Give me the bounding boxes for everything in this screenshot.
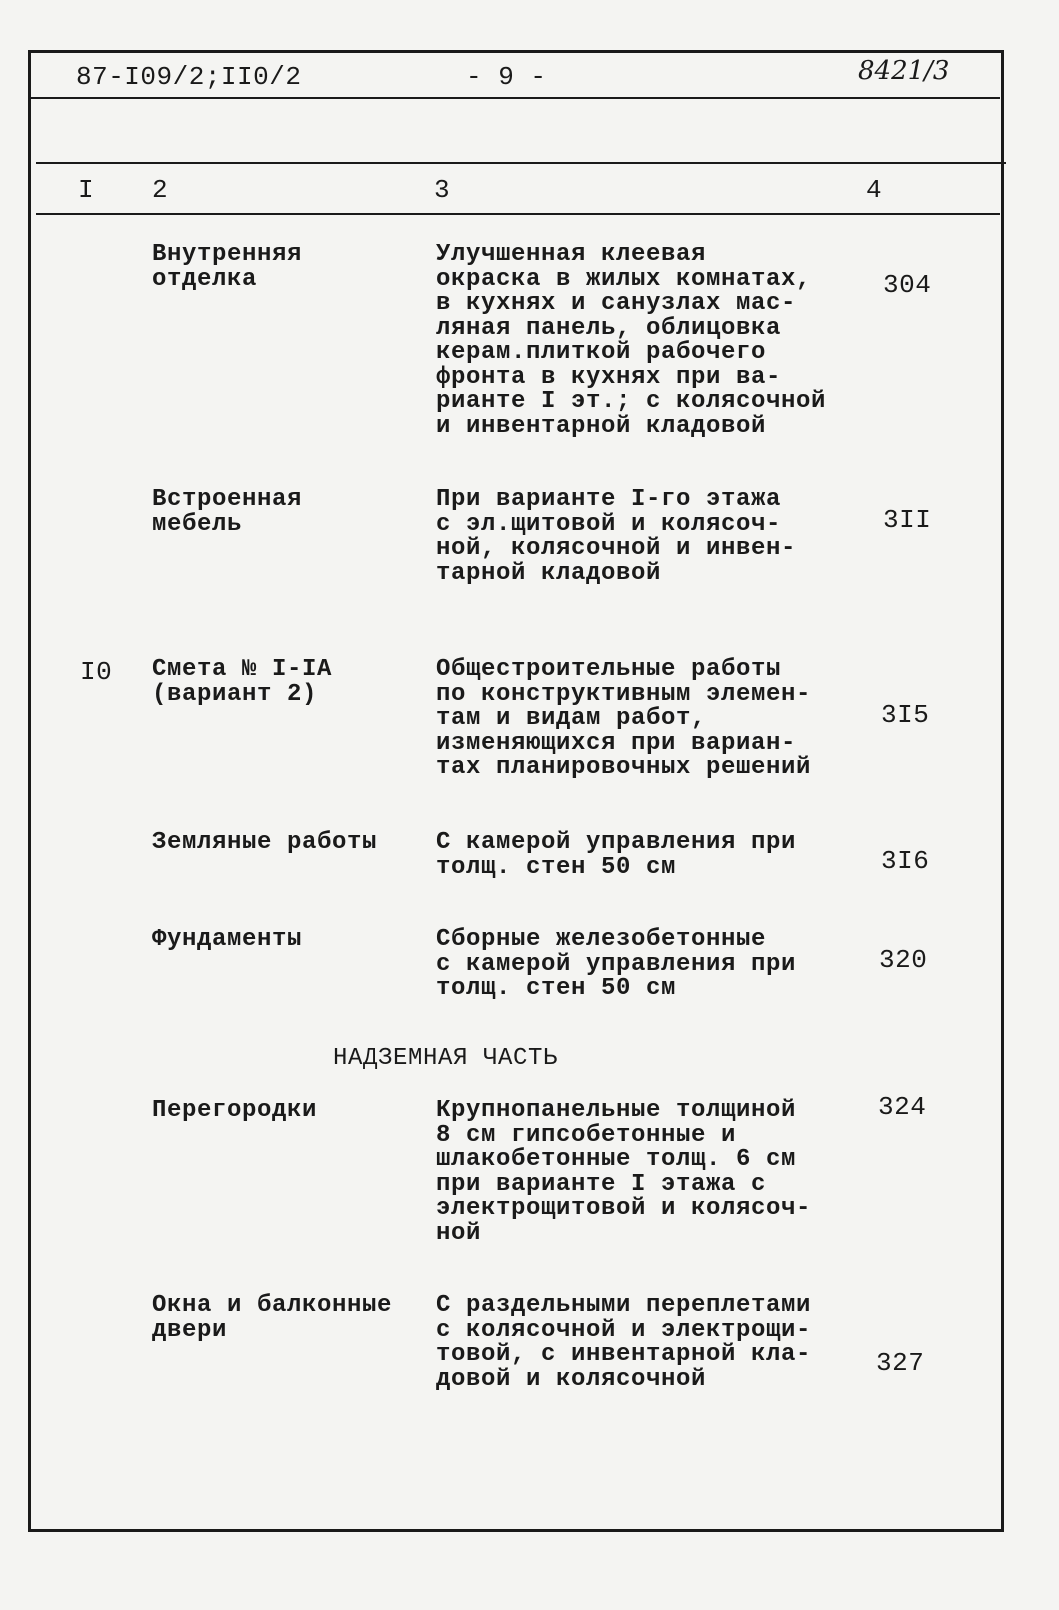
row-name: Окна и балконные двери [152, 1292, 393, 1344]
row-description: Сборные железобетонные с камерой управления при толщ. стен 50 см [436, 926, 797, 1002]
row-name: Встроенная мебель [152, 486, 303, 538]
row-description: С камерой управления при толщ. стен 50 см [436, 829, 797, 881]
row-name: Смета № I-IA (вариант 2) [152, 656, 333, 708]
row-name: Перегородки [152, 1097, 318, 1124]
row-name: Фундаменты [152, 926, 303, 953]
table-top-line [36, 162, 1006, 164]
row-page: 3I5 [881, 700, 930, 730]
doc-code: 87-I09/2;II0/2 [76, 62, 302, 92]
row-number: I0 [80, 657, 113, 687]
handwritten-number: 8421/3 [858, 56, 950, 86]
row-name: Земляные работы [152, 829, 378, 856]
row-description: При варианте I-го этажа с эл.щитовой и колясоч- ной, колясочной и инвен- тарной кладовой [436, 486, 797, 587]
column-header-1: I [78, 175, 95, 205]
column-header-2: 2 [152, 175, 169, 205]
row-page: 324 [878, 1092, 927, 1122]
row-page: 327 [876, 1348, 925, 1378]
row-description: С раздельными переплетами с колясочной и электрощи- товой, с инвентарной кла- довой и колясочной [436, 1292, 812, 1393]
row-description: Крупнопанельные толщиной 8 см гипсобетонные и шлакобетонные толщ. 6 см при варианте I этажа с электрощитовой и колясоч- ной [436, 1097, 812, 1247]
column-header-3: 3 [434, 175, 451, 205]
row-name: Внутренняя отделка [152, 241, 303, 293]
page-number: - 9 - [466, 62, 547, 92]
table-header-line [36, 213, 1000, 215]
header-divider [30, 97, 1000, 99]
column-header-4: 4 [866, 175, 883, 205]
row-page: 320 [879, 945, 928, 975]
row-description: Улучшенная клеевая окраска в жилых комнатах, в кухнях и санузлах мас- ляная панель, облицовка керам.плиткой рабочего фронта в кухнях при ва- рианте I эт.; с колясочной и инвентарной кладовой [436, 241, 827, 440]
section-heading: НАДЗЕМНАЯ ЧАСТЬ [333, 1045, 559, 1072]
row-page: 3II [883, 505, 932, 535]
row-page: 3I6 [881, 846, 930, 876]
row-page: 304 [883, 270, 932, 300]
row-description: Общестроительные работы по конструктивным элемен- там и видам работ, изменяющихся при вариан- тах планировочных решений [436, 656, 812, 781]
